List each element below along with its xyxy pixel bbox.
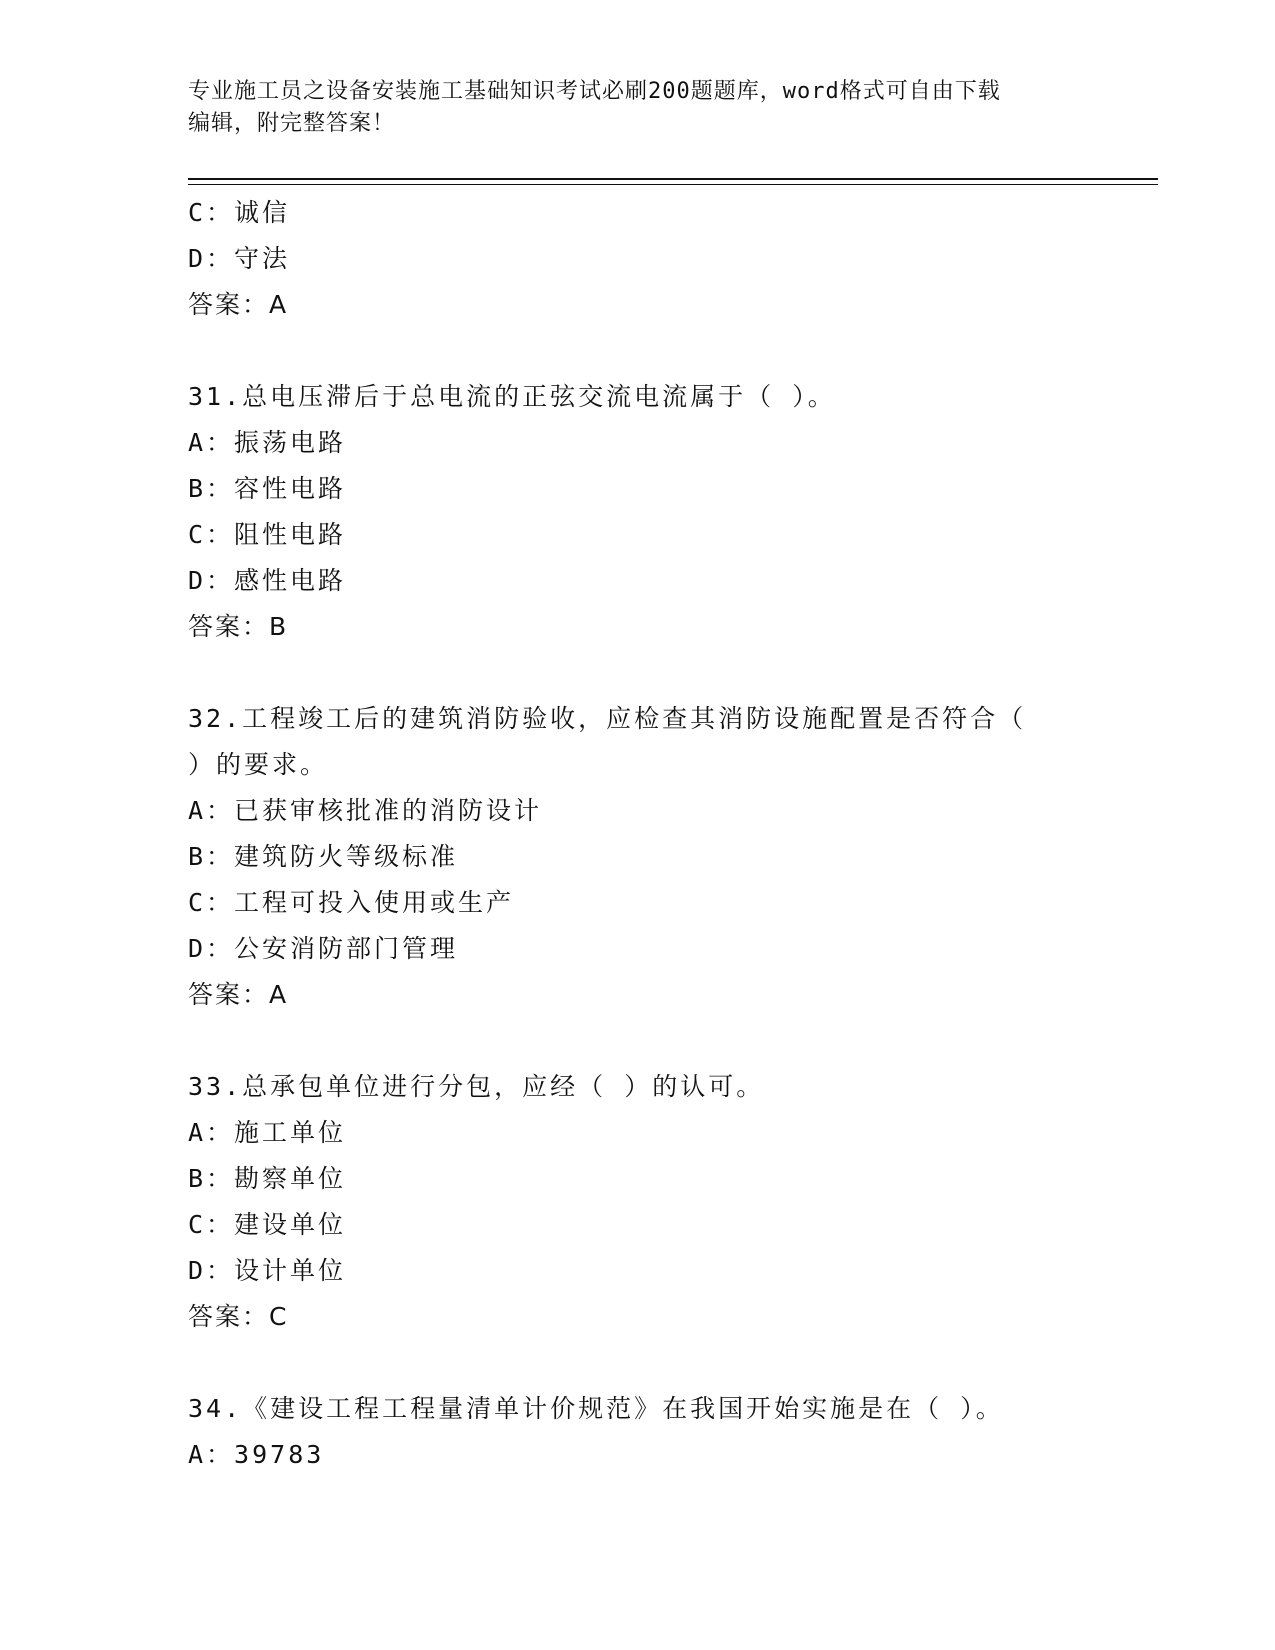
question-block-32: [188, 696, 1088, 1018]
question-stem-continued: ）的要求。: [188, 750, 329, 779]
document-header: [188, 76, 1088, 140]
answer-line: 答案：A: [188, 980, 289, 1009]
question-stem: 31.总电压滞后于总电流的正弦交流电流属于（ ）。: [188, 382, 836, 411]
question-block-33: [188, 1064, 1088, 1340]
option-b: B：勘察单位: [188, 1164, 347, 1193]
header-title-line2: 编辑，附完整答案！: [188, 111, 396, 136]
question-stem: 32.工程竣工后的建筑消防验收，应检查其消防设施配置是否符合（: [188, 704, 1027, 733]
option-c: C：工程可投入使用或生产: [188, 888, 515, 917]
header-divider-thick: [188, 178, 1158, 180]
option-d: D：设计单位: [188, 1256, 347, 1285]
header-title-line1: 专业施工员之设备安装施工基础知识考试必刷200题题库，word格式可自由下载: [188, 79, 1001, 104]
option-c: C：阻性电路: [188, 520, 347, 549]
option-d: D：感性电路: [188, 566, 347, 595]
option-a: A：39783: [188, 1440, 325, 1469]
option-b: B：建筑防火等级标准: [188, 842, 459, 871]
option-c: C：建设单位: [188, 1210, 347, 1239]
question-block-31: [188, 374, 1088, 650]
option-d: D：守法: [188, 244, 291, 273]
question-block-30: [188, 190, 1088, 328]
option-a: A：振荡电路: [188, 428, 347, 457]
answer-line: 答案：A: [188, 290, 289, 319]
spacer: [188, 1018, 1088, 1064]
spacer: [188, 328, 1088, 374]
option-b: B：容性电路: [188, 474, 347, 503]
question-stem: 34.《建设工程工程量清单计价规范》在我国开始实施是在（ ）。: [188, 1394, 1004, 1423]
answer-line: 答案：B: [188, 612, 289, 641]
option-a: A：已获审核批准的消防设计: [188, 796, 543, 825]
spacer: [188, 650, 1088, 696]
answer-line: 答案：C: [188, 1302, 289, 1331]
option-d: D：公安消防部门管理: [188, 934, 459, 963]
header-divider-thin: [188, 184, 1158, 185]
option-c: C：诚信: [188, 198, 291, 227]
question-stem: 33.总承包单位进行分包，应经（ ）的认可。: [188, 1072, 765, 1101]
question-list: [188, 190, 1088, 1478]
spacer: [188, 1340, 1088, 1386]
option-a: A：施工单位: [188, 1118, 347, 1147]
question-block-34: [188, 1386, 1088, 1478]
